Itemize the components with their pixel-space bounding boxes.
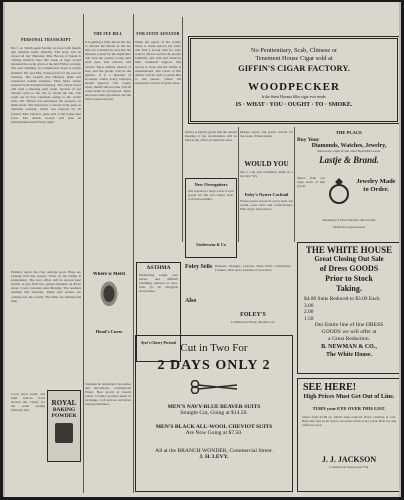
wh-line4: Taking. <box>336 284 362 293</box>
foley-sells <box>185 264 293 334</box>
cut-sign: J. H. LEVY. <box>199 454 229 460</box>
column-rule <box>133 14 134 493</box>
the-place-ad <box>297 130 401 242</box>
wh-line3: Prior to Stock <box>325 274 373 283</box>
see-here-ad <box>297 378 401 492</box>
cigar-tagline: Is the finest Havana filler cigar ever made. <box>261 95 327 99</box>
wh-line1: Great Closing Out Sale <box>314 255 384 263</box>
article-text: Market report and prices current for the week. Wheat steady. <box>240 130 293 139</box>
article-text: like a cold and refreshing drink on a hot day? Try <box>240 170 293 179</box>
column-header: THE FEE BILL <box>93 32 123 36</box>
cigar-line2: Tenement House Cigar sold at <box>255 55 333 62</box>
article-text: It is getting a trifle late in the day to discuss the merits of the fee bill, but it should be said that the measure passed by the legislature will save the county a large sum each year. The officers will receive fixed salaries instead of fees, and the people will be the gainers. It is a measure of economy which every taxpayer should approve. The county clerk, sheriff and recorder will all come under its provisions. There has been some opposition, but the bill is sound and just. <box>85 40 131 102</box>
scissors-icon <box>189 380 239 394</box>
foley-sells-label: Foley Sells <box>185 264 213 270</box>
column-rule <box>182 17 183 242</box>
cut-days: 2 DAYS ONLY 2 <box>157 358 271 373</box>
article-text: Notice is hereby given that the annual meeting of the stockholders will be held at the office on Saturday next. <box>185 130 237 143</box>
cut-item2b: Are Now Going at $7.50. <box>185 430 243 436</box>
article-text: Shoes from $1.00 up. Men's suits reduced. Boys' clothing at cost. Hats and caps in all styles. Groceries fresh every week. Best tea and coffee in town. <box>302 415 396 428</box>
readers-sub: Underwear & Co <box>196 242 226 247</box>
article-text: Farmers report the crop outlook good. Hops are looking well this season. Work on the bridge is progressing. The post office will be moved next month. A new firm has opened business on Front street. Court convenes next Monday. The teachers institute met Saturday. Many new settlers are coming into the county. The mills are running full time. <box>11 270 81 303</box>
cigar-factory-ad <box>188 36 400 124</box>
cut-item2a: MEN'S BLACK ALL-WOOL CHEVIOT SUITS <box>155 424 273 430</box>
cigar-slogan: IS · WHAT · YOU · OUGHT · TO · SMOKE. <box>235 102 353 108</box>
royal-line2: BAKING <box>52 407 76 413</box>
article-text: When the report of the county ticket is made known the party will find a strong man for state senator. He has served the people faithfully and well and deserves their continued support. His record is clean and his ability is unquestioned. The voters of this district will do well to return him to the senate, where his experience will be of great value. <box>135 40 181 85</box>
cigar-line1: No Penitentiary, Scab, Chinese or <box>250 47 338 54</box>
foley-ad <box>240 130 293 270</box>
place-jewelry: Jewelry Made to Order. <box>356 178 396 193</box>
place-guarantee: Satisfaction guaranteed. <box>332 225 366 229</box>
place-repair: Repairing of Fine Watches and Jewelry <box>322 218 376 222</box>
place-more: Silverware, Optical and other Beautiful Goods. <box>317 149 381 153</box>
wh-note2: GOODS we will offer at <box>321 329 377 336</box>
portrait-icon <box>96 281 122 313</box>
foley-would: WOULD YOU <box>244 160 289 168</box>
column-rule <box>238 127 239 242</box>
article-text: Select from our large stock of fine goods. <box>297 176 325 189</box>
wh-price: 3.00 <box>304 302 314 309</box>
asthma-name: Ayer's Cherry Pectoral <box>140 341 177 345</box>
cut-footer: All at the BRANCH WONDER, Commercial Street. <box>155 448 273 454</box>
see-turn: TURN your EYE OVER THIS LIST. <box>312 406 386 411</box>
article-text: Local news items and brief notices from around the county for the week ending Saturday last. <box>11 392 45 413</box>
column-header: PERSONAL TRANSCRIPT <box>21 38 71 42</box>
white-house-ad <box>297 242 401 374</box>
hoods-title: Where is Merit <box>92 272 126 277</box>
asthma-title: ASTHMA <box>146 265 171 271</box>
foley-company: FOLEY'S <box>240 312 266 318</box>
wh-name: The White House. <box>325 352 373 359</box>
cut-item1b: Straight Cut, Going at $14.50. <box>180 410 248 416</box>
place-brand: Lastje & Brand. <box>319 155 379 166</box>
readers-ad <box>185 178 237 258</box>
royal-line3: POWDER <box>51 413 77 419</box>
newspaper-page <box>3 2 401 497</box>
column-rule <box>294 127 295 242</box>
article-text: Snodden & Greenland, Groceries and Provisions, Commercial Street. Best goods at lowest prices. Country produce taken in exchange. Call and see us before buying elsewhere. <box>85 382 131 407</box>
readers-title: New Overgaiters <box>194 182 228 187</box>
asthma-text: Distressing cough, sore throat, and difficult breathing relieved at once. Sold by all druggists everywhere. <box>139 273 178 294</box>
column-header: FOR STATE SENATOR <box>136 32 180 36</box>
wh-firm: B. NEWMAN & CO., <box>321 344 377 351</box>
wh-price: 1.50 <box>304 315 314 322</box>
royal-baking-powder-ad <box>47 390 81 462</box>
wh-note1: Our Entire line of fine DRESS <box>314 322 384 329</box>
place-title: THE PLACE <box>335 130 363 135</box>
wh-note3: a Great Reduction. <box>327 336 371 343</box>
foley-address: Commercial Street, Moulds Cor. <box>230 320 276 324</box>
see-sub: High Prices Must Get Out of Line. <box>303 393 395 400</box>
foley-name: Foley's Oyster Cocktail <box>244 192 289 197</box>
wh-price: 2.00 <box>304 309 314 316</box>
article-text: Bananas, Oranges, Lemons, Lime Fruit, Cranberries, Candies, Nuts and a full line of Groceries. <box>215 264 291 273</box>
article-text: Fresh oysters served in every style. Ice cream, soda water and confectionery. Fine cigars and tobacco. <box>240 199 293 212</box>
hoods-ad <box>87 272 131 382</box>
foley-also: Also <box>185 298 197 304</box>
cigar-brand: WOODPECKER <box>248 81 340 93</box>
cut-item1a: MEN'S NAVY-BLUE BEAVER SUITS <box>167 404 261 410</box>
see-address: Commercial Street, near Fair <box>329 465 369 469</box>
ring-icon <box>327 176 351 206</box>
wh-prices <box>298 296 400 322</box>
article-text: Mr. J. A. Smith spent Sunday in town with friends and returned home Monday. The store will be closed all day Thursday. Mrs. Brown of Salem is visiting relatives here this week. A large crowd attended the social given at the hall Friday evening. The new building on Commercial street is nearly finished. Mr. and Mrs. Johnson left for the east on Tuesday. The council met Monday night and transacted routine business. Miss Mary Green returned from Portland Saturday. The school board will hold a meeting next week. Several of our citizens went to the city to attend the fair. The roads are in bad condition owing to the recent rains. Mr. Wilson has purchased the property on Main street. The band gave a concert in the park on Saturday evening, which was enjoyed by all present. Mrs. Davis is quite sick at her home near town. The church society will give an entertainment next Friday night. <box>11 46 81 124</box>
cigar-line3: GIFFIN'S CIGAR FACTORY. <box>238 63 350 73</box>
royal-title: ROYAL <box>51 399 77 407</box>
cut-title: Cut in Two For <box>180 342 248 354</box>
hoods-name: Hood's Cures <box>95 329 123 334</box>
baking-powder-can-icon <box>55 423 73 443</box>
see-name: J. J. JACKSON <box>321 455 377 464</box>
wh-price: $4.00 Suits Reduced to $3.00 Each <box>304 296 380 302</box>
cut-in-two-ad <box>135 335 293 492</box>
place-items: Diamonds, Watches, Jewelry, <box>311 143 387 149</box>
readers-text: Just received a large stock of new goods for fall and winter wear. Call and examine. <box>188 189 234 202</box>
place-buy: Buy Your <box>297 137 320 143</box>
wh-line2: of Dress GOODS <box>319 264 379 273</box>
wh-title: THE WHITE HOUSE <box>305 245 393 255</box>
column-rule <box>83 14 84 493</box>
see-title: SEE HERE! <box>303 382 357 393</box>
